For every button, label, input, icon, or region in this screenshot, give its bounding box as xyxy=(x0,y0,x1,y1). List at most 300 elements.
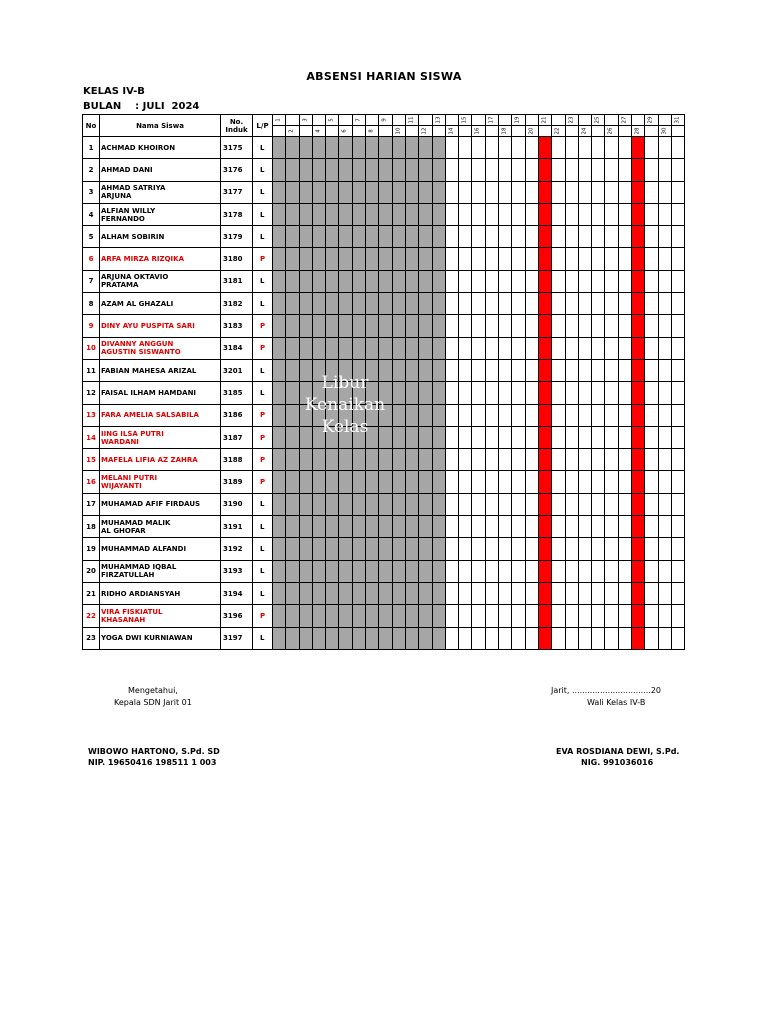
attendance-cell[interactable] xyxy=(632,203,645,225)
attendance-cell[interactable] xyxy=(432,248,445,270)
attendance-cell[interactable] xyxy=(405,627,418,649)
attendance-cell[interactable] xyxy=(658,315,671,337)
attendance-cell[interactable] xyxy=(645,359,658,381)
attendance-cell[interactable] xyxy=(472,449,485,471)
attendance-cell[interactable] xyxy=(512,582,525,604)
attendance-cell[interactable] xyxy=(671,426,684,448)
attendance-cell[interactable] xyxy=(299,159,312,181)
attendance-cell[interactable] xyxy=(445,493,458,515)
attendance-cell[interactable] xyxy=(618,471,631,493)
attendance-cell[interactable] xyxy=(512,493,525,515)
attendance-cell[interactable] xyxy=(339,159,352,181)
attendance-cell[interactable] xyxy=(485,137,498,159)
attendance-cell[interactable] xyxy=(366,248,379,270)
attendance-cell[interactable] xyxy=(352,293,365,315)
attendance-cell[interactable] xyxy=(499,404,512,426)
attendance-cell[interactable] xyxy=(565,538,578,560)
attendance-cell[interactable] xyxy=(445,582,458,604)
attendance-cell[interactable] xyxy=(379,627,392,649)
attendance-cell[interactable] xyxy=(512,516,525,538)
attendance-cell[interactable] xyxy=(273,359,286,381)
attendance-cell[interactable] xyxy=(432,426,445,448)
attendance-cell[interactable] xyxy=(432,315,445,337)
attendance-cell[interactable] xyxy=(605,270,618,292)
attendance-cell[interactable] xyxy=(578,493,591,515)
attendance-cell[interactable] xyxy=(339,449,352,471)
attendance-cell[interactable] xyxy=(645,471,658,493)
attendance-cell[interactable] xyxy=(405,181,418,203)
attendance-cell[interactable] xyxy=(312,449,325,471)
attendance-cell[interactable] xyxy=(618,293,631,315)
attendance-cell[interactable] xyxy=(658,471,671,493)
attendance-cell[interactable] xyxy=(512,315,525,337)
attendance-cell[interactable] xyxy=(565,359,578,381)
attendance-cell[interactable] xyxy=(552,605,565,627)
attendance-cell[interactable] xyxy=(525,404,538,426)
attendance-cell[interactable] xyxy=(512,248,525,270)
attendance-cell[interactable] xyxy=(352,627,365,649)
attendance-cell[interactable] xyxy=(671,538,684,560)
attendance-cell[interactable] xyxy=(632,493,645,515)
attendance-cell[interactable] xyxy=(485,560,498,582)
attendance-cell[interactable] xyxy=(552,293,565,315)
attendance-cell[interactable] xyxy=(538,203,551,225)
attendance-cell[interactable] xyxy=(645,137,658,159)
attendance-cell[interactable] xyxy=(459,493,472,515)
attendance-cell[interactable] xyxy=(645,248,658,270)
attendance-cell[interactable] xyxy=(286,337,299,359)
attendance-cell[interactable] xyxy=(299,627,312,649)
attendance-cell[interactable] xyxy=(445,159,458,181)
attendance-cell[interactable] xyxy=(485,248,498,270)
attendance-cell[interactable] xyxy=(485,270,498,292)
attendance-cell[interactable] xyxy=(405,471,418,493)
attendance-cell[interactable] xyxy=(419,337,432,359)
attendance-cell[interactable] xyxy=(512,270,525,292)
attendance-cell[interactable] xyxy=(605,159,618,181)
attendance-cell[interactable] xyxy=(299,471,312,493)
attendance-cell[interactable] xyxy=(552,471,565,493)
attendance-cell[interactable] xyxy=(286,248,299,270)
attendance-cell[interactable] xyxy=(339,560,352,582)
attendance-cell[interactable] xyxy=(525,538,538,560)
attendance-cell[interactable] xyxy=(379,270,392,292)
attendance-cell[interactable] xyxy=(366,560,379,582)
attendance-cell[interactable] xyxy=(671,181,684,203)
attendance-cell[interactable] xyxy=(472,382,485,404)
attendance-cell[interactable] xyxy=(326,159,339,181)
attendance-cell[interactable] xyxy=(459,337,472,359)
attendance-cell[interactable] xyxy=(392,159,405,181)
attendance-cell[interactable] xyxy=(525,159,538,181)
attendance-cell[interactable] xyxy=(286,203,299,225)
attendance-cell[interactable] xyxy=(445,627,458,649)
attendance-cell[interactable] xyxy=(405,248,418,270)
attendance-cell[interactable] xyxy=(578,516,591,538)
attendance-cell[interactable] xyxy=(671,270,684,292)
attendance-cell[interactable] xyxy=(472,426,485,448)
attendance-cell[interactable] xyxy=(658,382,671,404)
attendance-cell[interactable] xyxy=(645,493,658,515)
attendance-cell[interactable] xyxy=(525,226,538,248)
attendance-cell[interactable] xyxy=(485,493,498,515)
attendance-cell[interactable] xyxy=(605,293,618,315)
attendance-cell[interactable] xyxy=(592,582,605,604)
attendance-cell[interactable] xyxy=(379,226,392,248)
attendance-cell[interactable] xyxy=(445,315,458,337)
attendance-cell[interactable] xyxy=(299,226,312,248)
attendance-cell[interactable] xyxy=(459,137,472,159)
attendance-cell[interactable] xyxy=(326,516,339,538)
attendance-cell[interactable] xyxy=(552,449,565,471)
attendance-cell[interactable] xyxy=(326,137,339,159)
attendance-cell[interactable] xyxy=(565,582,578,604)
attendance-cell[interactable] xyxy=(299,493,312,515)
attendance-cell[interactable] xyxy=(459,471,472,493)
attendance-cell[interactable] xyxy=(445,382,458,404)
attendance-cell[interactable] xyxy=(419,293,432,315)
attendance-cell[interactable] xyxy=(286,137,299,159)
attendance-cell[interactable] xyxy=(273,159,286,181)
attendance-cell[interactable] xyxy=(405,159,418,181)
attendance-cell[interactable] xyxy=(326,627,339,649)
attendance-cell[interactable] xyxy=(392,493,405,515)
attendance-cell[interactable] xyxy=(472,582,485,604)
attendance-cell[interactable] xyxy=(645,582,658,604)
attendance-cell[interactable] xyxy=(578,449,591,471)
attendance-cell[interactable] xyxy=(552,315,565,337)
attendance-cell[interactable] xyxy=(419,137,432,159)
attendance-cell[interactable] xyxy=(605,627,618,649)
attendance-cell[interactable] xyxy=(326,203,339,225)
attendance-cell[interactable] xyxy=(445,293,458,315)
attendance-cell[interactable] xyxy=(538,293,551,315)
attendance-cell[interactable] xyxy=(312,516,325,538)
attendance-cell[interactable] xyxy=(339,293,352,315)
attendance-cell[interactable] xyxy=(352,471,365,493)
attendance-cell[interactable] xyxy=(326,582,339,604)
attendance-cell[interactable] xyxy=(538,270,551,292)
attendance-cell[interactable] xyxy=(352,538,365,560)
attendance-cell[interactable] xyxy=(392,337,405,359)
attendance-cell[interactable] xyxy=(552,270,565,292)
attendance-cell[interactable] xyxy=(618,382,631,404)
attendance-cell[interactable] xyxy=(379,538,392,560)
attendance-cell[interactable] xyxy=(459,538,472,560)
attendance-cell[interactable] xyxy=(578,293,591,315)
attendance-cell[interactable] xyxy=(432,404,445,426)
attendance-cell[interactable] xyxy=(632,382,645,404)
attendance-cell[interactable] xyxy=(472,270,485,292)
attendance-cell[interactable] xyxy=(472,337,485,359)
attendance-cell[interactable] xyxy=(273,137,286,159)
attendance-cell[interactable] xyxy=(286,181,299,203)
attendance-cell[interactable] xyxy=(538,493,551,515)
attendance-cell[interactable] xyxy=(499,137,512,159)
attendance-cell[interactable] xyxy=(485,627,498,649)
attendance-cell[interactable] xyxy=(552,627,565,649)
attendance-cell[interactable] xyxy=(459,449,472,471)
attendance-cell[interactable] xyxy=(632,426,645,448)
attendance-cell[interactable] xyxy=(552,382,565,404)
attendance-cell[interactable] xyxy=(286,516,299,538)
attendance-cell[interactable] xyxy=(379,471,392,493)
attendance-cell[interactable] xyxy=(445,248,458,270)
attendance-cell[interactable] xyxy=(605,382,618,404)
attendance-cell[interactable] xyxy=(459,293,472,315)
attendance-cell[interactable] xyxy=(326,293,339,315)
attendance-cell[interactable] xyxy=(525,181,538,203)
attendance-cell[interactable] xyxy=(339,270,352,292)
attendance-cell[interactable] xyxy=(605,337,618,359)
attendance-cell[interactable] xyxy=(472,137,485,159)
attendance-cell[interactable] xyxy=(618,248,631,270)
attendance-cell[interactable] xyxy=(366,203,379,225)
attendance-cell[interactable] xyxy=(499,582,512,604)
attendance-cell[interactable] xyxy=(632,471,645,493)
attendance-cell[interactable] xyxy=(379,449,392,471)
attendance-cell[interactable] xyxy=(671,627,684,649)
attendance-cell[interactable] xyxy=(379,560,392,582)
attendance-cell[interactable] xyxy=(538,248,551,270)
attendance-cell[interactable] xyxy=(326,605,339,627)
attendance-cell[interactable] xyxy=(419,359,432,381)
attendance-cell[interactable] xyxy=(512,337,525,359)
attendance-cell[interactable] xyxy=(512,226,525,248)
attendance-cell[interactable] xyxy=(299,315,312,337)
attendance-cell[interactable] xyxy=(499,337,512,359)
attendance-cell[interactable] xyxy=(512,627,525,649)
attendance-cell[interactable] xyxy=(618,404,631,426)
attendance-cell[interactable] xyxy=(618,181,631,203)
attendance-cell[interactable] xyxy=(286,226,299,248)
attendance-cell[interactable] xyxy=(445,605,458,627)
attendance-cell[interactable] xyxy=(472,627,485,649)
attendance-cell[interactable] xyxy=(512,159,525,181)
attendance-cell[interactable] xyxy=(658,582,671,604)
attendance-cell[interactable] xyxy=(273,471,286,493)
attendance-cell[interactable] xyxy=(392,226,405,248)
attendance-cell[interactable] xyxy=(326,226,339,248)
attendance-cell[interactable] xyxy=(273,293,286,315)
attendance-cell[interactable] xyxy=(658,404,671,426)
attendance-cell[interactable] xyxy=(645,516,658,538)
attendance-cell[interactable] xyxy=(578,382,591,404)
attendance-cell[interactable] xyxy=(352,582,365,604)
attendance-cell[interactable] xyxy=(632,449,645,471)
attendance-cell[interactable] xyxy=(299,605,312,627)
attendance-cell[interactable] xyxy=(552,582,565,604)
attendance-cell[interactable] xyxy=(499,203,512,225)
attendance-cell[interactable] xyxy=(618,516,631,538)
attendance-cell[interactable] xyxy=(645,315,658,337)
attendance-cell[interactable] xyxy=(525,493,538,515)
attendance-cell[interactable] xyxy=(485,404,498,426)
attendance-cell[interactable] xyxy=(525,605,538,627)
attendance-cell[interactable] xyxy=(525,359,538,381)
attendance-cell[interactable] xyxy=(592,404,605,426)
attendance-cell[interactable] xyxy=(618,270,631,292)
attendance-cell[interactable] xyxy=(525,426,538,448)
attendance-cell[interactable] xyxy=(419,538,432,560)
attendance-cell[interactable] xyxy=(632,605,645,627)
attendance-cell[interactable] xyxy=(512,137,525,159)
attendance-cell[interactable] xyxy=(419,226,432,248)
attendance-cell[interactable] xyxy=(565,181,578,203)
attendance-cell[interactable] xyxy=(525,137,538,159)
attendance-cell[interactable] xyxy=(366,538,379,560)
attendance-cell[interactable] xyxy=(405,382,418,404)
attendance-cell[interactable] xyxy=(658,337,671,359)
attendance-cell[interactable] xyxy=(459,582,472,604)
attendance-cell[interactable] xyxy=(379,493,392,515)
attendance-cell[interactable] xyxy=(459,248,472,270)
attendance-cell[interactable] xyxy=(618,159,631,181)
attendance-cell[interactable] xyxy=(419,181,432,203)
attendance-cell[interactable] xyxy=(618,538,631,560)
attendance-cell[interactable] xyxy=(658,137,671,159)
attendance-cell[interactable] xyxy=(445,471,458,493)
attendance-cell[interactable] xyxy=(499,560,512,582)
attendance-cell[interactable] xyxy=(273,493,286,515)
attendance-cell[interactable] xyxy=(605,471,618,493)
attendance-cell[interactable] xyxy=(565,226,578,248)
attendance-cell[interactable] xyxy=(459,359,472,381)
attendance-cell[interactable] xyxy=(352,203,365,225)
attendance-cell[interactable] xyxy=(645,404,658,426)
attendance-cell[interactable] xyxy=(432,137,445,159)
attendance-cell[interactable] xyxy=(379,582,392,604)
attendance-cell[interactable] xyxy=(299,270,312,292)
attendance-cell[interactable] xyxy=(671,449,684,471)
attendance-cell[interactable] xyxy=(605,203,618,225)
attendance-cell[interactable] xyxy=(326,560,339,582)
attendance-cell[interactable] xyxy=(565,493,578,515)
attendance-cell[interactable] xyxy=(645,270,658,292)
attendance-cell[interactable] xyxy=(552,137,565,159)
attendance-cell[interactable] xyxy=(392,560,405,582)
attendance-cell[interactable] xyxy=(366,471,379,493)
attendance-cell[interactable] xyxy=(366,493,379,515)
attendance-cell[interactable] xyxy=(658,538,671,560)
attendance-cell[interactable] xyxy=(405,359,418,381)
attendance-cell[interactable] xyxy=(552,226,565,248)
attendance-cell[interactable] xyxy=(578,226,591,248)
attendance-cell[interactable] xyxy=(432,471,445,493)
attendance-cell[interactable] xyxy=(366,605,379,627)
attendance-cell[interactable] xyxy=(632,315,645,337)
attendance-cell[interactable] xyxy=(658,449,671,471)
attendance-cell[interactable] xyxy=(538,137,551,159)
attendance-cell[interactable] xyxy=(366,337,379,359)
attendance-cell[interactable] xyxy=(312,582,325,604)
attendance-cell[interactable] xyxy=(658,516,671,538)
attendance-cell[interactable] xyxy=(432,538,445,560)
attendance-cell[interactable] xyxy=(273,181,286,203)
attendance-cell[interactable] xyxy=(286,270,299,292)
attendance-cell[interactable] xyxy=(592,226,605,248)
attendance-cell[interactable] xyxy=(565,471,578,493)
attendance-cell[interactable] xyxy=(419,471,432,493)
attendance-cell[interactable] xyxy=(499,315,512,337)
attendance-cell[interactable] xyxy=(592,203,605,225)
attendance-cell[interactable] xyxy=(538,382,551,404)
attendance-cell[interactable] xyxy=(671,137,684,159)
attendance-cell[interactable] xyxy=(645,627,658,649)
attendance-cell[interactable] xyxy=(538,159,551,181)
attendance-cell[interactable] xyxy=(645,203,658,225)
attendance-cell[interactable] xyxy=(525,248,538,270)
attendance-cell[interactable] xyxy=(299,538,312,560)
attendance-cell[interactable] xyxy=(352,270,365,292)
attendance-cell[interactable] xyxy=(379,293,392,315)
attendance-cell[interactable] xyxy=(671,404,684,426)
attendance-cell[interactable] xyxy=(605,404,618,426)
attendance-cell[interactable] xyxy=(339,516,352,538)
attendance-cell[interactable] xyxy=(658,627,671,649)
attendance-cell[interactable] xyxy=(273,203,286,225)
attendance-cell[interactable] xyxy=(379,315,392,337)
attendance-cell[interactable] xyxy=(592,293,605,315)
attendance-cell[interactable] xyxy=(499,226,512,248)
attendance-cell[interactable] xyxy=(552,181,565,203)
attendance-cell[interactable] xyxy=(538,582,551,604)
attendance-cell[interactable] xyxy=(525,582,538,604)
attendance-cell[interactable] xyxy=(632,270,645,292)
attendance-cell[interactable] xyxy=(405,449,418,471)
attendance-cell[interactable] xyxy=(419,582,432,604)
attendance-cell[interactable] xyxy=(286,315,299,337)
attendance-cell[interactable] xyxy=(485,159,498,181)
attendance-cell[interactable] xyxy=(366,449,379,471)
attendance-cell[interactable] xyxy=(273,449,286,471)
attendance-cell[interactable] xyxy=(592,471,605,493)
attendance-cell[interactable] xyxy=(618,449,631,471)
attendance-cell[interactable] xyxy=(459,270,472,292)
attendance-cell[interactable] xyxy=(432,449,445,471)
attendance-cell[interactable] xyxy=(485,315,498,337)
attendance-cell[interactable] xyxy=(485,293,498,315)
attendance-cell[interactable] xyxy=(499,382,512,404)
attendance-cell[interactable] xyxy=(445,449,458,471)
attendance-cell[interactable] xyxy=(432,605,445,627)
attendance-cell[interactable] xyxy=(339,203,352,225)
attendance-cell[interactable] xyxy=(538,605,551,627)
attendance-cell[interactable] xyxy=(499,493,512,515)
attendance-cell[interactable] xyxy=(525,560,538,582)
attendance-cell[interactable] xyxy=(299,248,312,270)
attendance-cell[interactable] xyxy=(618,605,631,627)
attendance-cell[interactable] xyxy=(538,449,551,471)
attendance-cell[interactable] xyxy=(512,605,525,627)
attendance-cell[interactable] xyxy=(671,471,684,493)
attendance-cell[interactable] xyxy=(525,293,538,315)
attendance-cell[interactable] xyxy=(312,560,325,582)
attendance-cell[interactable] xyxy=(592,382,605,404)
attendance-cell[interactable] xyxy=(618,493,631,515)
attendance-cell[interactable] xyxy=(286,449,299,471)
attendance-cell[interactable] xyxy=(592,493,605,515)
attendance-cell[interactable] xyxy=(392,248,405,270)
attendance-cell[interactable] xyxy=(632,293,645,315)
attendance-cell[interactable] xyxy=(658,159,671,181)
attendance-cell[interactable] xyxy=(499,516,512,538)
attendance-cell[interactable] xyxy=(312,159,325,181)
attendance-cell[interactable] xyxy=(538,627,551,649)
attendance-cell[interactable] xyxy=(645,159,658,181)
attendance-cell[interactable] xyxy=(525,203,538,225)
attendance-cell[interactable] xyxy=(459,159,472,181)
